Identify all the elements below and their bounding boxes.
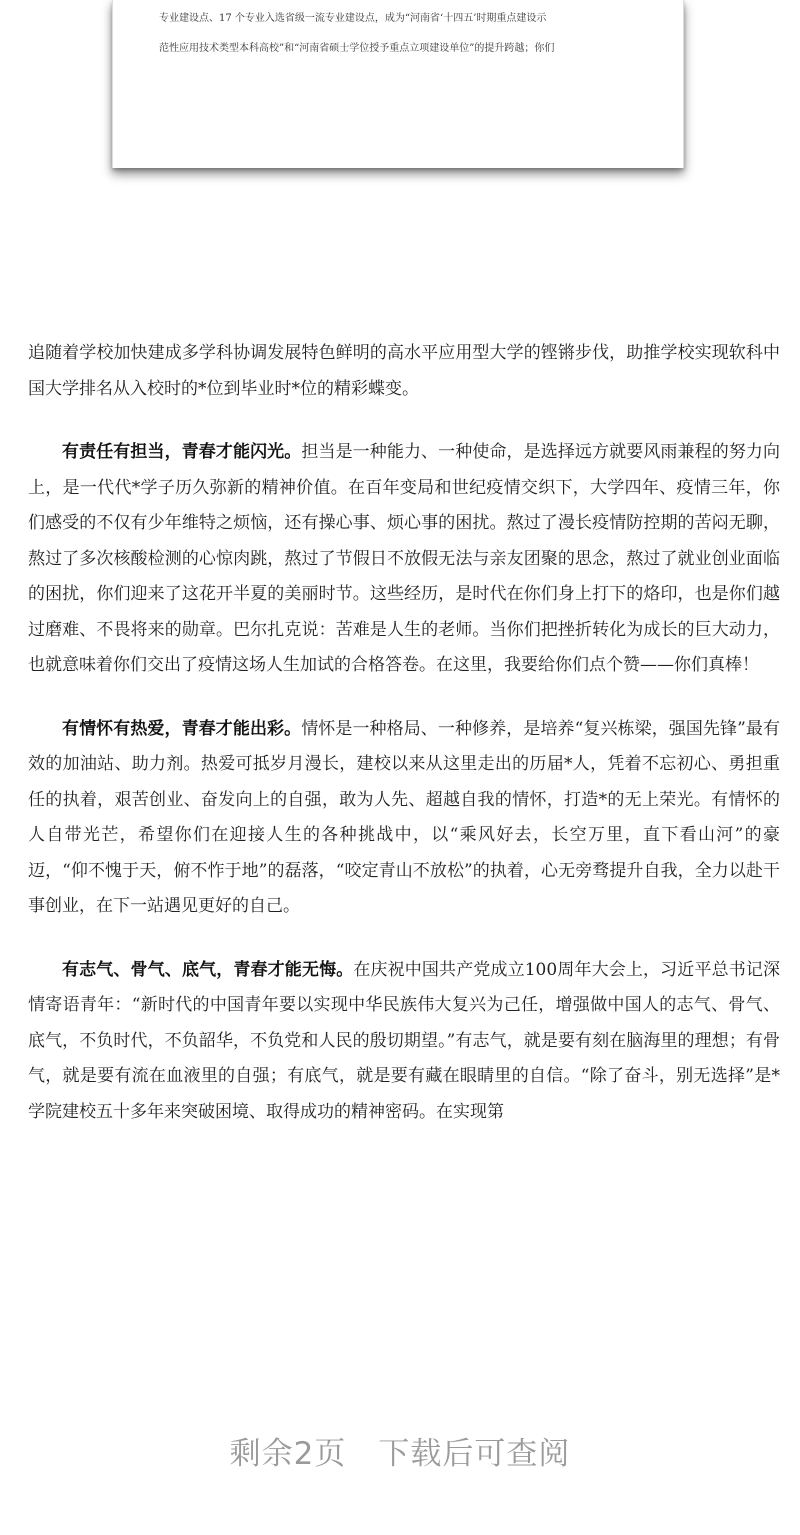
paragraph-lead-heading: 有责任有担当，青春才能闪光。 [62,442,302,462]
paragraph-text: 情怀是一种格局、一种修养，是培养“复兴栋梁，强国先锋”最有效的加油站、助力剂。热爱可抵岁月漫长，建校以来从这里走出的历届*人，凭着不忘初心、勇担重任的执着，艰苦创业、奋发向上的自强，敢为人先、超越自我的情怀，打造*的无上荣光。有情怀的人自带光芒，希望你们在迎接人生的各种挑战中，以“乘风好去，长空万里，直下看山河”的豪迈，“仰不愧于天，俯不怍于地”的磊落，“咬定青山不放松”的执着，心无旁骛提升自我，全力以赴干事创业，在下一站遇见更好的自己。 [28,718,780,916]
paragraph-responsibility [28,435,780,684]
paragraph-passion [28,712,780,925]
preview-text-line: 专业建设点、17 个专业入选省级一流专业建设点，成为“河南省‘十四五’时期重点建设示 [159,13,547,24]
paragraph-ambition [28,953,780,1131]
article-body [28,336,780,1158]
paragraph-lead-heading: 有志气、骨气、底气，青春才能无悔。 [62,959,354,980]
preview-text-line: 范性应用技术类型本科高校”和“河南省硕士学位授予重点立项建设单位”的提升跨越；你们 [159,43,555,54]
paragraph-intro-continuation: 追随着学校加快建成多学科协调发展特色鲜明的高水平应用型大学的铿锵步伐，助推学校实现软科中国大学排名从入校时的*位到毕业时*位的精彩蝶变。 [28,343,780,399]
paragraph-text: 在庆祝中国共产党成立100周年大会上，习近平总书记深情寄语青年：“新时代的中国青年要以实现中华民族伟大复兴为己任，增强做中国人的志气、骨气、底气，不负时代，不负韶华，不负党和人民的殷切期望。”有志气，就是要有刻在脑海里的理想；有骨气，就是要有流在血液里的自强；有底气，就是要有藏在眼睛里的自信。“除了奋斗，别无选择”是*学院建校五十多年来突破困境、取得成功的精神密码。在实现第 [28,959,780,1122]
remaining-pages-download-hint[interactable]: 剩余2页 下载后可查阅 [229,1436,571,1472]
paragraph-text: 担当是一种能力、一种使命，是选择远方就要风雨兼程的努力向上，是一代代*学子历久弥新的精神价值。在百年变局和世纪疫情交织下，大学四年、疫情三年，你们感受的不仅有少年维特之烦恼，还有操心事、烦心事的困扰。熬过了漫长疫情防控期的苦闷无聊，熬过了多次核酸检测的心惊肉跳，熬过了节假日不放假无法与亲友团聚的思念，熬过了就业创业面临的困扰，你们迎来了这花开半夏的美丽时节。这些经历，是时代在你们身上打下的烙印，也是你们越过磨难、不畏将来的勋章。巴尔扎克说：苦难是人生的老师。当你们把挫折转化为成长的巨大动力，也就意味着你们交出了疫情这场人生加试的合格答卷。在这里，我要给你们点个赞——你们真棒！ [28,442,781,675]
document-page-preview [112,0,684,168]
paragraph-lead-heading: 有情怀有热爱，青春才能出彩。 [62,718,302,739]
